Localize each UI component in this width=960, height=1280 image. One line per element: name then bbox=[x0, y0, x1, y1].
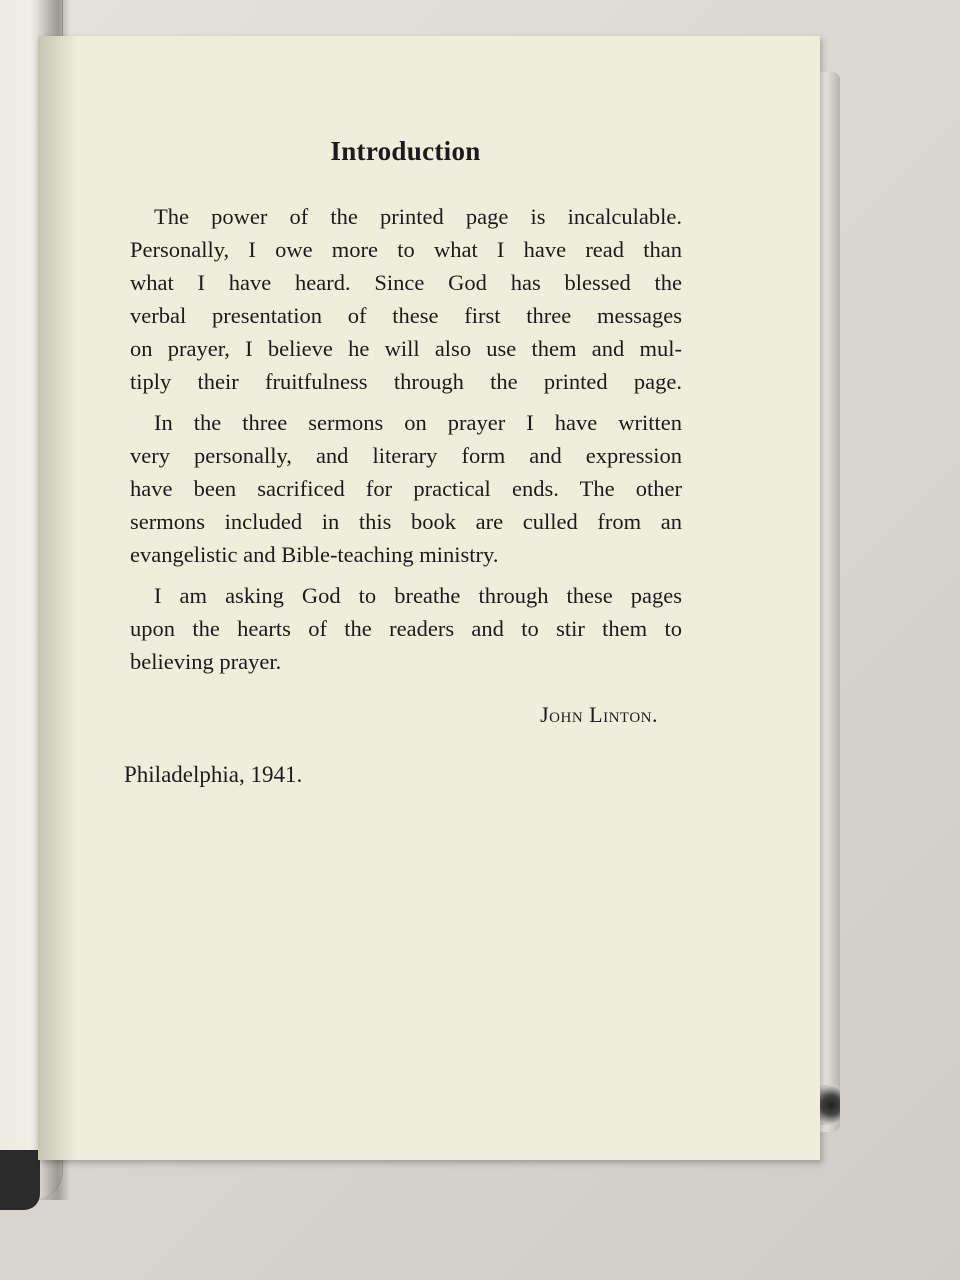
text-line: verbal presentation of these first three messages bbox=[130, 303, 682, 328]
paragraph-2 bbox=[130, 406, 682, 571]
text-line: believing prayer. bbox=[130, 649, 282, 674]
text-line: very personally, and literary form and expression bbox=[130, 443, 682, 468]
page-title: Introduction bbox=[330, 136, 481, 166]
text-line: The power of the printed page is incalculable. bbox=[154, 204, 682, 229]
author-signature: John Linton. bbox=[540, 702, 658, 727]
text-line: evangelistic and Bible-teaching ministry. bbox=[130, 542, 499, 567]
text-line: on prayer, I believe he will also use them and mul- bbox=[130, 336, 682, 361]
place-and-date: Philadelphia, 1941. bbox=[124, 762, 303, 787]
paragraph-1 bbox=[130, 200, 682, 398]
text-line: tiply their fruitfulness through the printed page. bbox=[130, 369, 682, 394]
text-line: Personally, I owe more to what I have read than bbox=[130, 237, 682, 262]
text-line: I am asking God to breathe through these pages bbox=[154, 583, 682, 608]
text-line: upon the hearts of the readers and to stir them to bbox=[130, 616, 682, 641]
paragraph-3 bbox=[130, 579, 682, 678]
cover-wear-mark bbox=[818, 1085, 840, 1125]
introduction-body bbox=[130, 200, 682, 678]
text-line: have been sacrificed for practical ends. The other bbox=[130, 476, 682, 501]
text-line: sermons included in this book are culled from an bbox=[130, 509, 682, 534]
text-line: In the three sermons on prayer I have written bbox=[154, 410, 682, 435]
binding-corner bbox=[0, 1150, 40, 1210]
text-line: what I have heard. Since God has blessed the bbox=[130, 270, 682, 295]
book-page bbox=[38, 36, 820, 1160]
